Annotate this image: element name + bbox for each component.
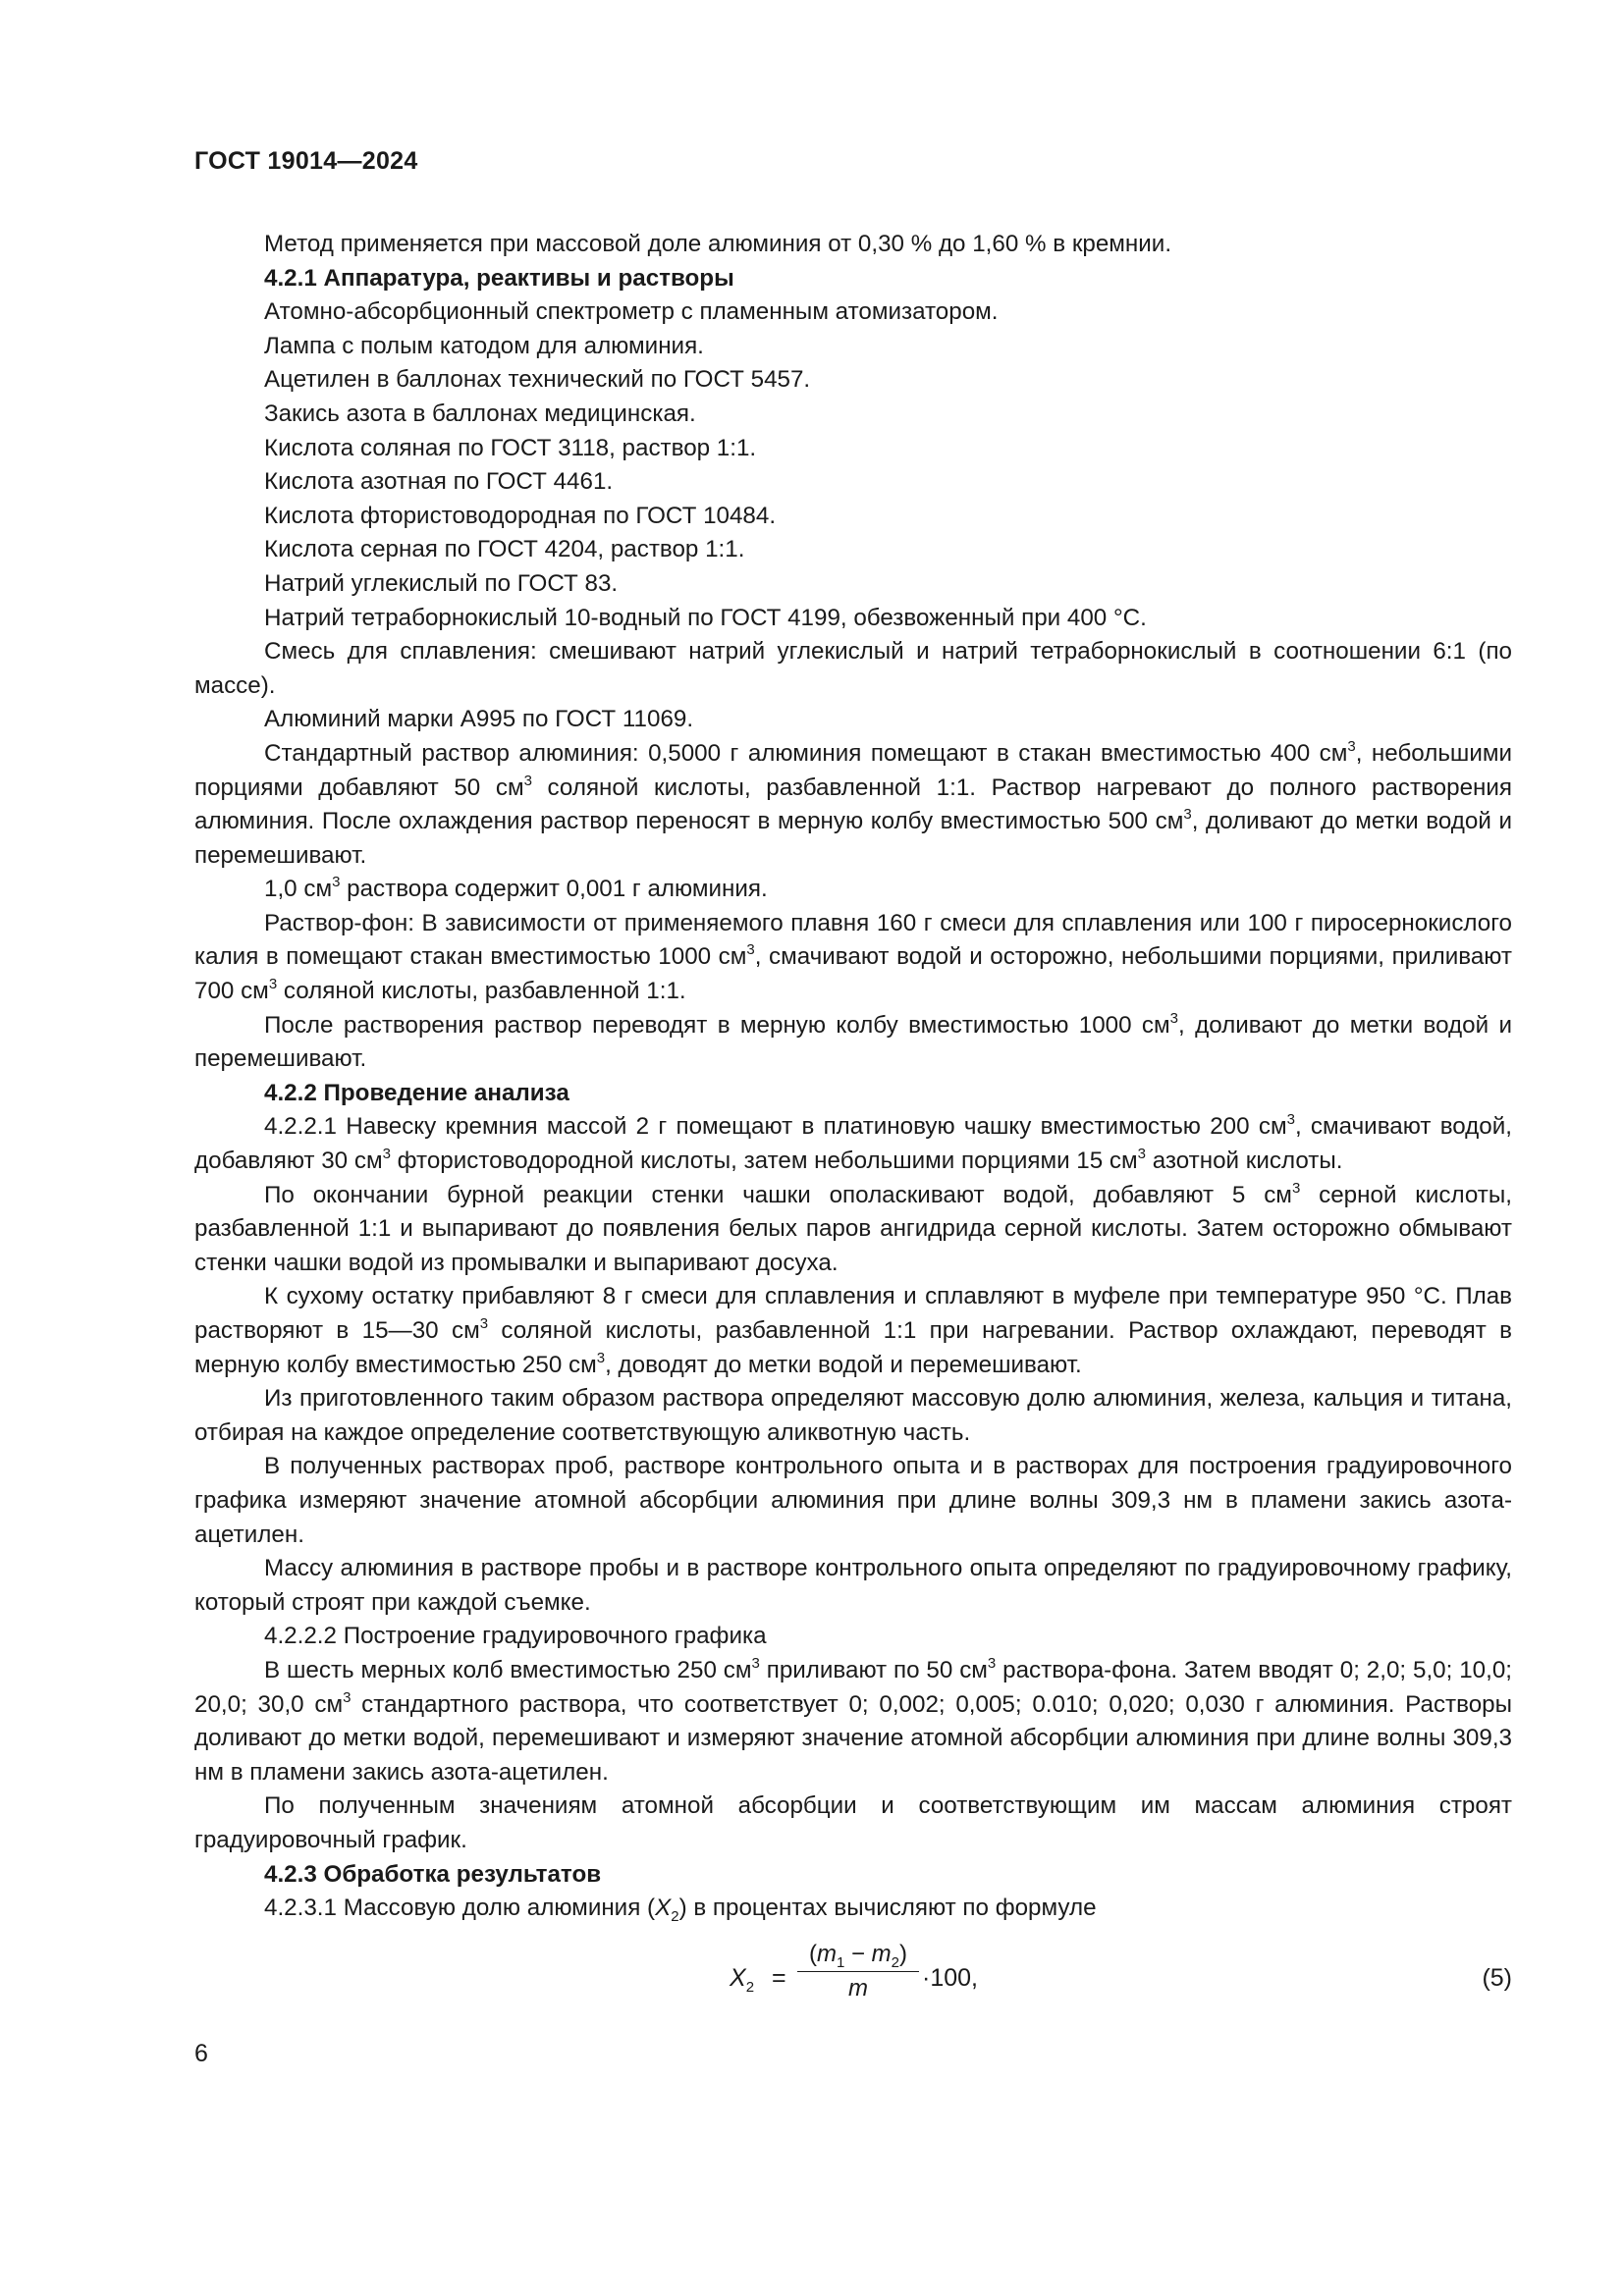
formula-numerator: $(m_1 - m_2)$: [808, 1940, 908, 1971]
standard-solution-paragraph: Стандартный раствор алюминия: 0,5000 г алюминия помещают в стакан вместимостью 400 $см^3$, небольшими порциями добавляют 50 $см^3$ соляной кислоты, разбавленной 1:1. Раствор нагревают до полного растворения алюминия. После охлаждения раствор переносят в мерную колбу вместимостью 500 $см^3$, доливают до метки водой и перемешивают.: [194, 737, 1513, 869]
section-heading-4-2-2: 4.2.2 Проведение анализа: [264, 1079, 569, 1106]
clause-4-2-2-1-paragraph: 4.2.2.1 Навеску кремния массой 2 г помещают в платиновую чашку вместимостью 200 $см^3$, смачивают водой, добавляют 30 $см^3$ фтористоводородной кислоты, затем небольшими порциями 15 $см^3$ азотной кислоты.: [194, 1111, 1512, 1175]
list-item: Натрий тетраборнокислый 10-водный по ГОСТ 4199, обезвоженный при 400 °С.: [264, 604, 1147, 631]
determination-paragraph: Из приготовленного таким образом раствора определяют массовую долю алюминия, железа, кальция и титана, отбирая на каждое определение соответствующую аликвотную часть.: [194, 1385, 1512, 1446]
list-item: Алюминий марки А995 по ГОСТ 11069.: [264, 706, 694, 733]
list-item: Кислота фтористоводородная по ГОСТ 10484.: [264, 502, 777, 529]
formula-lhs: $X_2$: [730, 1963, 755, 1996]
page-number: 6: [194, 2040, 208, 2067]
clause-heading-4-2-2-2: 4.2.2.2 Построение градуировочного графика: [264, 1623, 767, 1650]
mass-paragraph: Массу алюминия в растворе пробы и в растворе контрольного опыта определяют по градуировочному графику, который строят при каждой съемке.: [194, 1555, 1512, 1616]
calibration-paragraph: В шесть мерных колб вместимостью 250 $см^3$ приливают по 50 $см^3$ раствора-фона. Затем вводят 0; 2,0; 5,0; 10,0; 20,0; 30,0 $см^3$ стандартного раствора, что соответствует 0; 0,002; 0,005; 0.010; 0,020; 0,030 г алюминия. Растворы доливают до метки водой, перемешивают и измеряют значение атомной абсорбции алюминия при длине волны 309,3 нм в пламени закись азота-ацетилен.: [194, 1654, 1513, 1786]
clause-4-2-3-1-paragraph: 4.2.3.1 Массовую долю алюминия $(X_2)$ в процентах вычисляют по формуле: [264, 1895, 1097, 1926]
formula-multiplier: ·100,: [922, 1963, 978, 1992]
dry-residue-paragraph: К сухому остатку прибавляют 8 г смеси для сплавления и сплавляют в муфеле при температуре 950 °С. Плав растворяют в 15—30 $см^3$ соляной кислоты, разбавленной 1:1 при нагревании. Раствор охлаждают, переводят в мерную колбу вместимостью 250 $см^3$, доводят до метки водой и перемешивают.: [194, 1283, 1512, 1378]
document-header: ГОСТ 19014—2024: [194, 147, 418, 175]
fusion-mixture-paragraph: Смесь для сплавления: смешивают натрий углекислый и натрий тетраборнокислый в соотношении 6:1 (по массе).: [194, 638, 1512, 699]
formula-fraction: [795, 1938, 921, 2005]
formula-number: (5): [1482, 1963, 1512, 1992]
list-item: Закись азота в баллонах медицинская.: [264, 400, 696, 427]
formula-denominator: m: [848, 1974, 868, 2002]
method-scope-paragraph: Метод применяется при массовой доле алюминия от 0,30 % до 1,60 % в кремнии.: [264, 231, 1172, 257]
formula-body: [730, 1938, 1122, 2014]
formula-equals: =: [772, 1963, 786, 1992]
section-heading-4-2-3: 4.2.3 Обработка результатов: [264, 1860, 602, 1888]
document-body: [194, 228, 1512, 2014]
dissolution-paragraph: После растворения раствор переводят в мерную колбу вместимостью 1000 $см^3$, доливают до метки водой и перемешивают.: [194, 1009, 1512, 1073]
list-item: Кислота азотная по ГОСТ 4461.: [264, 468, 614, 496]
graph-paragraph: По полученным значениям атомной абсорбции и соответствующим им массам алюминия строят градуировочный график.: [194, 1792, 1512, 1853]
list-item: Атомно-абсорбционный спектрометр с пламенным атомизатором.: [264, 298, 999, 326]
reaction-end-paragraph: По окончании бурной реакции стенки чашки ополаскивают водой, добавляют 5 $см^3$ серной кислоты, разбавленной 1:1 и выпаривают до появления белых паров ангидрида серной кислоты. Затем осторожно обмывают стенки чашки водой из промывалки и выпаривают досуха.: [194, 1179, 1512, 1276]
list-item: Натрий углекислый по ГОСТ 83.: [264, 569, 619, 597]
background-solution-paragraph: Раствор-фон: В зависимости от применяемого плавня 160 г смеси для сплавления или 100 г пиросернокислого калия в помещают стакан вместимостью 1000 $см^3$, смачивают водой и осторожно, небольшими порциями, приливают 700 $см^3$ соляной кислоты, разбавленной 1:1.: [194, 909, 1512, 1005]
list-item: Кислота соляная по ГОСТ 3118, раствор 1:1.: [264, 434, 757, 461]
measurement-paragraph: В полученных растворах проб, растворе контрольного опыта и в растворах для построения градуировочного графика измеряют значение атомной абсорбции алюминия при длине волны 309,3 нм в пламени закись азота-ацетилен.: [194, 1453, 1512, 1548]
section-heading-4-2-1: 4.2.1 Аппаратура, реактивы и растворы: [264, 264, 734, 292]
formula-5: [194, 1938, 1512, 2014]
list-item: Кислота серная по ГОСТ 4204, раствор 1:1.: [264, 536, 745, 563]
list-item: Ацетилен в баллонах технический по ГОСТ 5457.: [264, 366, 811, 394]
list-item: Лампа с полым катодом для алюминия.: [264, 332, 704, 359]
variable-x2: X: [655, 1895, 672, 1922]
concentration-paragraph: 1,0 $см^3$ раствора содержит 0,001 г алюминия.: [264, 874, 768, 903]
